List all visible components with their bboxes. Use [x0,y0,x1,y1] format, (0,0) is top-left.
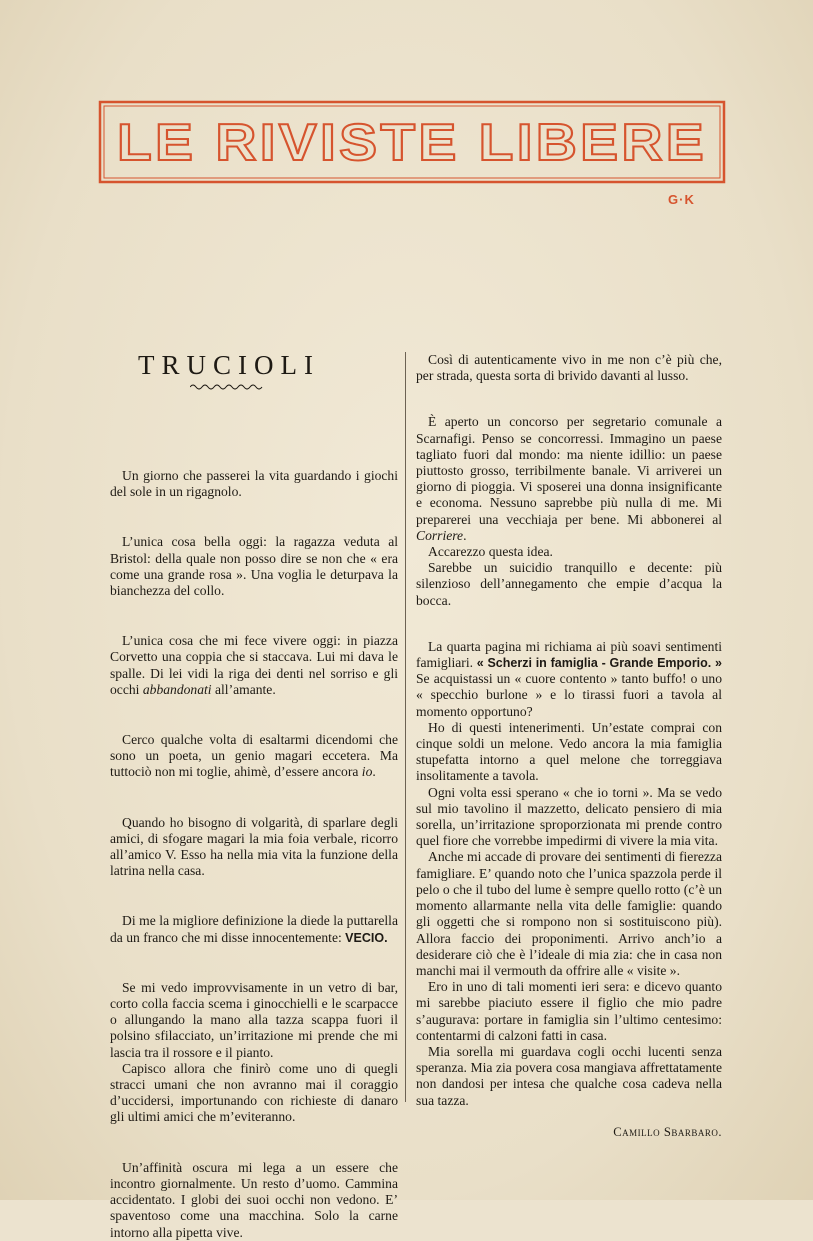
article-title: TRUCIOLI [138,350,320,380]
paragraph: Ho di questi intenerimenti. Un’estate comprai con cinque soldi un melone. Vedo ancora la mia famiglia stupefatta intorno a quel melone che torreggiava insolitamente a tavola. [416,719,722,784]
paragraph: Sarebbe un suicidio tranquillo e decente: più silenzioso dell’annegamento che empie d’acqua la bocca. [416,560,722,608]
paragraph: È aperto un concorso per segretario comunale a Scarnafigi. Penso se concorressi. Immagino un paese tagliato fuori dal mondo: ma niente idillio: un paese piuttosto grosso, terribilmente banale. Vi arriverei un giorno di pioggia. Vi sposerei una donna insignificante e economa. Nessuno saprebbe più nulla di me. Mi preparerei una vecchiaja per bene. Mi abbonerei al Corriere. [416,414,722,543]
paragraph: Anche mi accade di provare dei sentimenti di fierezza famigliare. E’ quando noto che l’unica spazzola perde il pelo o che il tubo del lume è sempre quello rotto (c’è un momento allarmante nella vita delle famiglie: quando gli oggetti che si rompono non si sostituiscono più). Allora faccio dei proponimenti. Arrivo anch’io a desiderare ciò che è l’ideale di mia zia: che in casa non manchi mai il vermouth da offrire alle « visite ». [416,849,722,978]
paragraph: Cerco qualche volta di esaltarmi dicendomi che sono un poeta, un genio magari eccetera. Ma tuttociò non mi toglie, ahimè, d’essere ancora io. [110,732,398,780]
title-flourish [190,383,264,391]
paragraph: L’unica cosa bella oggi: la ragazza veduta al Bristol: della quale non posso dire se non che « era come una grande rosa ». Una voglia le deturpava la bianchezza del collo. [110,534,398,599]
masthead-logo [98,100,726,184]
paragraph: Un’affinità oscura mi lega a un essere che incontro giornalmente. Un resto d’uomo. Cammina accidentato. I globi dei suoi occhi non vedono. E’ spaventoso come una macchina. Solo la carne intorno alla pipetta vive. [110,1159,398,1240]
paragraph: Se mi vedo improvvisamente in un vetro di bar, corto colla faccia scema i ginocchielli e le scarpacce o allungando la mano alla tazza scappa fuori il polsino sfilacciato, un’irritazione mi prende che mi lascia tra il rossore e il pianto. [110,979,398,1060]
column-divider [405,352,406,1102]
paragraph: Quando ho bisogno di volgarità, di sparlare degli amici, di sfogare magari la mia foia verbale, ricorro all’amico V. Esso ha nella mia vita la funzione della latrina nella casa. [110,814,398,879]
paragraph: Mia sorella mi guardava cogli occhi lucenti senza speranza. Mia zia povera cosa mangiava affrettatamente non dandosi per intesa che qualche cosa cadeva nella sua tazza. [416,1043,722,1108]
paragraph: Capisco allora che finirò come uno di quegli stracci umani che non avranno mai il coraggio d’uccidersi, importunando con richieste di danaro gli ultimi amici che m’eviteranno. [110,1060,398,1125]
paragraph: Un giorno che passerei la vita guardando i giochi del sole in un rigagnolo. [110,468,398,500]
paragraph: L’unica cosa che mi fece vivere oggi: in piazza Corvetto una coppia che si staccava. Lui mi dava le spalle. Di lei vidi la riga dei denti nel sorriso e gli occhi abbandonati all’amante. [110,633,398,697]
paragraph: Ero in uno di tali momenti ieri sera: e dicevo quanto mi sarebbe piaciuto essere il figlio che mio padre s’augurava: portare in famiglia sin l’ultimo centesimo: contentarmi di calzoni fatti in casa. [416,979,722,1043]
paragraph: Di me la migliore definizione la diede la puttarella da un franco che mi disse innocentemente: VECIO. [110,913,398,945]
masthead-monogram: G·K [668,192,695,207]
paragraph: Così di autenticamente vivo in me non c’è più che, per strada, questa sorta di brivido davanti al lusso. [416,352,722,384]
paragraph: La quarta pagina mi richiama ai più soavi sentimenti famigliari. « Scherzi in famiglia - Grande Emporio. » Se acquistassi un « cuore contento » tanto buffo! o uno « specchio burlone » e lo tirassi fuori a tavola al momento opportuno? [416,638,722,719]
right-column [416,352,722,1140]
paragraph: Accarezzo questa idea. [428,544,553,560]
masthead-logo-text: LE RIVISTE LIBERE [117,114,707,172]
author-signature: Camillo Sbarbaro. [613,1124,722,1139]
paragraph: Ogni volta essi sperano « che io torni ». Ma se vedo sul mio tavolino il mazzetto, delicato pensiero di mia sorella, un’irritazione sproporzionata mi prende contro quel fiore che vorrebbe impedirmi di vivere la mia vita. [416,784,722,849]
left-column [110,350,398,1241]
